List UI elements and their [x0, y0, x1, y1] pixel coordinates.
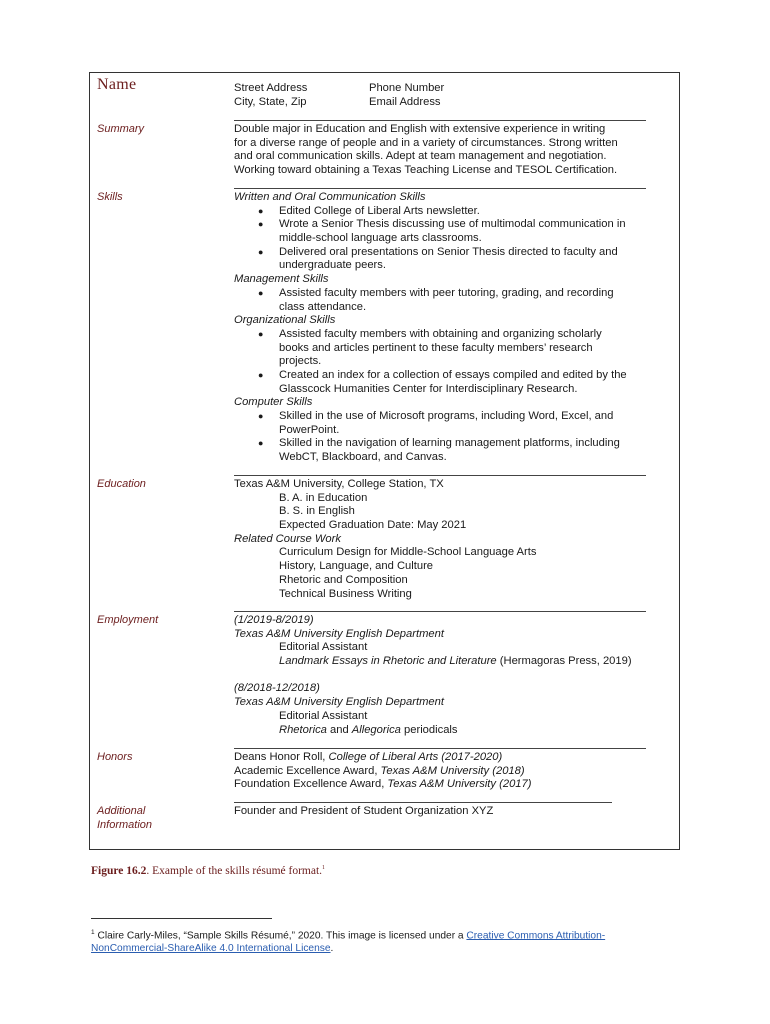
resume-frame [89, 72, 680, 850]
skill-bullet-cont: PowerPoint. [279, 423, 340, 436]
skill-bullet: ● Delivered oral presentations on Senior Thesis directed to faculty and [258, 245, 618, 258]
education-section [234, 478, 674, 601]
skill-bullet: ● Assisted faculty members with peer tutoring, grading, and recording [258, 286, 614, 299]
school: Texas A&M University, College Station, TX [234, 478, 444, 490]
divider [234, 611, 646, 612]
summary-line: for a diverse range of people and in a variety of circumstances. Strong written [234, 136, 618, 149]
phone-number: Phone Number [369, 82, 445, 94]
skill-bullet: ● Skilled in the use of Microsoft programs, including Word, Excel, and [258, 410, 614, 422]
bullet-icon: ● [258, 287, 264, 298]
skill-category-title: Computer Skills [234, 396, 313, 409]
resume-name: Name [97, 76, 137, 93]
degree: B. A. in Education [279, 491, 368, 504]
skill-bullet: ● Assisted faculty members with obtaining and organizing scholarly [258, 327, 602, 340]
street-address: Street Address [234, 82, 308, 94]
email-address: Email Address [369, 95, 441, 108]
skill-bullet-cont: books and articles pertinent to these faculty members’ research [279, 341, 593, 354]
skills-section [234, 191, 674, 465]
footnote: $^1$ Claire Carly-Miles, “Sample Skills Résumé,” 2020. This image is licensed under a Creative Commons Attribution- NonCommercial-ShareAlike 4.0 International License. [91, 929, 606, 955]
summary-line: Working toward obtaining a Texas Teaching License and TESOL Certification. [234, 164, 618, 177]
job-dates: (1/2019-8/2019) [234, 614, 314, 626]
graduation-date: Expected Graduation Date: May 2021 [279, 519, 467, 532]
honors-label: Honors [97, 751, 133, 763]
city-state-zip: City, State, Zip [234, 95, 307, 108]
course: Rhetoric and Composition [279, 573, 408, 586]
job-org: Texas A&M University English Department [234, 696, 444, 709]
job-dates: (8/2018-12/2018) [234, 682, 320, 695]
additional-label: Additional Information [97, 805, 153, 831]
divider [234, 188, 646, 189]
skill-bullet: ● Wrote a Senior Thesis discussing use of multimodal communication in [258, 218, 626, 231]
summary-line: and oral communication skills. Adept at team management and negotiation. [234, 150, 607, 163]
footnote-rule [91, 918, 272, 919]
honor-item: Deans Honor Roll, College of Liberal Arts (2017-2020) [234, 751, 503, 763]
skill-bullet-cont: WebCT, Blackboard, and Canvas. [279, 451, 447, 464]
job-work: Landmark Essays in Rhetoric and Literature (Hermagoras Press, 2019) [279, 655, 632, 668]
bullet-icon: ● [258, 369, 264, 380]
divider [234, 120, 646, 121]
skill-bullet-cont: projects. [279, 355, 322, 368]
degree: B. S. in English [279, 505, 355, 518]
job-title: Editorial Assistant [279, 641, 368, 654]
summary-section [234, 123, 674, 178]
bullet-icon: ● [258, 438, 264, 449]
skill-bullet: ● Skilled in the navigation of learning management platforms, including [258, 437, 620, 450]
skill-category-title: Written and Oral Communication Skills [234, 191, 426, 203]
skill-bullet: ● Edited College of Liberal Arts newsletter. [258, 204, 480, 217]
job-work: Rhetorica and Allegorica periodicals [279, 723, 458, 736]
honors-section [234, 751, 674, 792]
divider [234, 802, 612, 803]
education-label: Education [97, 478, 146, 490]
bullet-icon: ● [258, 328, 264, 339]
honor-item: Foundation Excellence Award, Texas A&M University (2017) [234, 778, 532, 791]
employment-section [234, 614, 674, 737]
skill-bullet-cont: class attendance. [279, 300, 367, 313]
summary-line: Double major in Education and English with extensive experience in writing [234, 123, 606, 135]
bullet-icon: ● [258, 246, 264, 257]
additional-section [234, 805, 674, 819]
job-title: Editorial Assistant [279, 709, 368, 722]
bullet-icon: ● [258, 411, 264, 421]
bullet-icon: ● [258, 219, 264, 230]
course-work-title: Related Course Work [234, 532, 341, 545]
skill-category-title: Organizational Skills [234, 314, 336, 327]
divider [234, 475, 646, 476]
course: Curriculum Design for Middle-School Language Arts [279, 546, 537, 559]
skill-bullet: ● Created an index for a collection of essays compiled and edited by the [258, 368, 627, 381]
job-org: Texas A&M University English Department [234, 627, 444, 640]
skill-bullet-cont: undergraduate peers. [279, 259, 386, 272]
figure-caption: Figure 16.2. Example of the skills résumé format.$^1$ [91, 864, 326, 877]
bullet-icon: ● [258, 205, 264, 216]
skill-bullet-cont: middle-school language arts classrooms. [279, 232, 482, 245]
skills-label: Skills [97, 191, 123, 203]
additional-item: Founder and President of Student Organization XYZ [234, 805, 494, 817]
license-link[interactable]: Creative Commons Attribution- NonCommercial-ShareAlike 4.0 International License [91, 930, 606, 955]
course: History, Language, and Culture [279, 560, 434, 573]
skill-category-title: Management Skills [234, 273, 329, 286]
divider [234, 748, 646, 749]
course: Technical Business Writing [279, 587, 412, 600]
honor-item: Academic Excellence Award, Texas A&M University (2018) [234, 764, 525, 777]
summary-label: Summary [97, 123, 145, 135]
skill-bullet-cont: Glasscock Humanities Center for Interdisciplinary Research. [279, 382, 578, 395]
employment-label: Employment [97, 614, 159, 626]
